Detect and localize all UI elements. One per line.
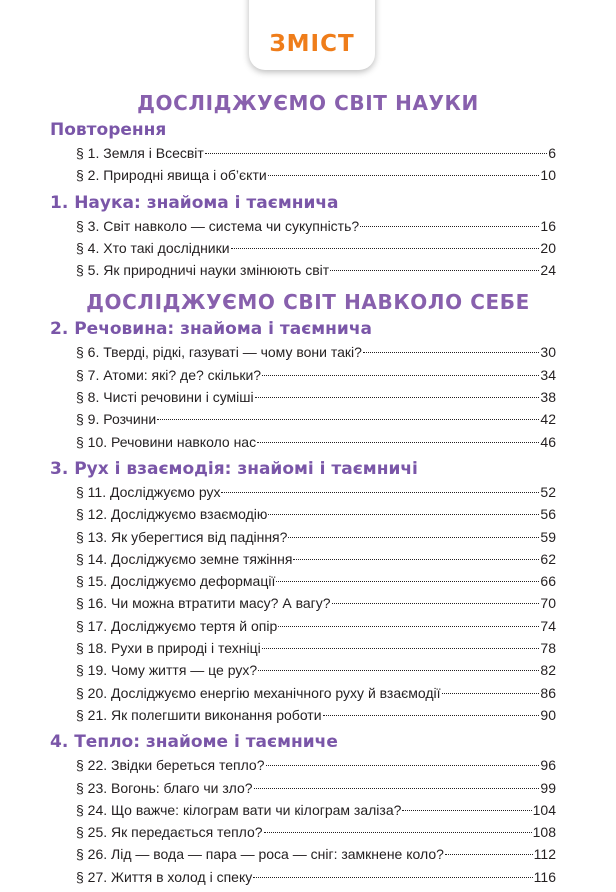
dot-leader — [257, 442, 539, 443]
entry-page: 116 — [533, 868, 556, 885]
entry-page: 96 — [540, 757, 556, 774]
entry-text: § 12. Досліджуємо взаємодію — [76, 506, 268, 523]
dot-leader — [231, 248, 540, 249]
entry-page: 82 — [540, 662, 556, 679]
dot-leader — [445, 854, 533, 855]
chapter-title: 4. Тепло: знайоме і таємниче — [50, 732, 338, 753]
entry-text: § 19. Чому життя — це рух? — [76, 662, 258, 679]
toc-entry[interactable] — [76, 592, 556, 614]
part-title: ДОСЛІДЖУЄМО СВІТ НАУКИ — [137, 91, 479, 115]
dot-leader — [221, 492, 539, 493]
entry-text: § 26. Лід — вода — пара — роса — сніг: замкнене коло? — [76, 846, 444, 863]
entry-page: 56 — [540, 506, 556, 523]
entry-page: 52 — [540, 483, 556, 500]
entry-text: § 1. Земля і Всесвіт — [76, 145, 204, 161]
dot-leader — [266, 765, 540, 766]
dot-leader — [330, 270, 539, 271]
entry-text: § 17. Досліджуємо тертя й опір — [76, 617, 278, 634]
toc-entry[interactable] — [76, 754, 556, 776]
dot-leader — [268, 514, 539, 515]
dot-leader — [360, 226, 539, 227]
contents-tab — [249, 0, 375, 70]
toc-entry[interactable] — [76, 386, 556, 408]
entry-text: § 25. Як передається тепло? — [76, 824, 263, 841]
entry-text: § 15. Досліджуємо деформації — [76, 573, 276, 590]
dot-leader — [276, 581, 539, 582]
dot-leader — [442, 693, 540, 694]
dot-leader — [262, 375, 539, 376]
entry-text: § 24. Що важче: кілограм вати чи кілограм заліза? — [76, 801, 402, 818]
entry-page: 66 — [540, 573, 556, 590]
entry-page: 34 — [540, 366, 556, 383]
dot-leader — [293, 559, 539, 560]
toc-entry[interactable] — [76, 142, 556, 164]
entry-text: § 22. Звідки береться тепло? — [76, 757, 265, 774]
toc-entry[interactable] — [76, 843, 556, 865]
entry-page: 59 — [540, 528, 556, 545]
dot-leader — [262, 648, 540, 649]
toc-entry[interactable] — [76, 615, 556, 637]
toc-entry[interactable] — [76, 682, 556, 704]
dot-leader — [253, 877, 532, 878]
chapter-title: 2. Речовина: знайома і таємнича — [50, 319, 372, 340]
dot-leader — [363, 352, 540, 353]
entry-text: § 18. Рухи в природі і техніці — [76, 640, 261, 657]
entry-page: 86 — [540, 684, 556, 701]
chapter-title: 3. Рух і взаємодія: знайомі і таємничі — [50, 458, 418, 479]
toc-entry[interactable] — [76, 503, 556, 525]
dot-leader — [288, 537, 539, 538]
table-of-contents — [0, 88, 616, 888]
toc-entry[interactable] — [76, 408, 556, 430]
entry-text: § 11. Досліджуємо рух — [76, 483, 221, 500]
toc-entry[interactable] — [76, 259, 556, 281]
dot-leader — [254, 788, 540, 789]
dot-leader — [278, 626, 539, 627]
entry-page: 24 — [540, 262, 556, 279]
entry-page: 90 — [540, 706, 556, 723]
entry-page: 78 — [540, 640, 556, 657]
toc-entry[interactable] — [76, 481, 556, 503]
entry-page: 104 — [532, 801, 556, 818]
entry-text: § 27. Життя в холод і спеку — [76, 868, 253, 885]
toc-entry[interactable] — [76, 526, 556, 548]
toc-entry[interactable] — [76, 431, 556, 453]
entry-text: § 9. Розчини — [76, 411, 157, 428]
entry-page: 70 — [540, 595, 556, 612]
toc-entry[interactable] — [76, 215, 556, 237]
dot-leader — [268, 175, 540, 176]
dot-leader — [323, 715, 540, 716]
dot-leader — [332, 603, 540, 604]
toc-entry[interactable] — [76, 237, 556, 259]
entry-text: § 8. Чисті речовини і суміші — [76, 389, 254, 406]
entry-text: § 2. Природні явища і об’єкти — [76, 167, 267, 184]
entry-text: § 7. Атоми: які? де? скільки? — [76, 366, 262, 383]
toc-entry[interactable] — [76, 799, 556, 821]
contents-title: ЗМІСТ — [269, 31, 355, 57]
entry-text: § 5. Як природничі науки змінюють світ — [76, 262, 330, 279]
part-title: ДОСЛІДЖУЄМО СВІТ НАВКОЛО СЕБЕ — [86, 290, 530, 315]
dot-leader — [255, 397, 540, 398]
toc-entry[interactable] — [76, 341, 556, 363]
dot-leader — [258, 670, 539, 671]
chapter-title: 1. Наука: знайома і таємнича — [50, 192, 339, 213]
entry-page: 108 — [532, 824, 556, 841]
toc-entry[interactable] — [76, 364, 556, 386]
entry-page: 62 — [540, 550, 556, 567]
entry-text: § 20. Досліджуємо енергію механічного руху й взаємодії — [76, 684, 441, 701]
entry-text: § 10. Речовини навколо нас — [76, 433, 257, 450]
entry-text: § 4. Хто такі дослідники — [76, 239, 230, 256]
entry-text: § 3. Світ навколо — система чи сукупність? — [76, 217, 360, 234]
entry-page: 10 — [540, 167, 556, 184]
dot-leader — [402, 810, 531, 811]
entry-text: § 6. Тверді, рідкі, газуваті — чому вони такі? — [76, 344, 362, 361]
entry-page: 16 — [540, 217, 556, 234]
entry-text: § 16. Чи можна втратити масу? А вагу? — [76, 595, 331, 612]
toc-entry[interactable] — [76, 777, 556, 799]
entry-page: 6 — [548, 145, 556, 161]
dot-leader — [157, 419, 539, 420]
toc-entry[interactable] — [76, 637, 556, 659]
toc-entry[interactable] — [76, 164, 556, 186]
toc-entry[interactable] — [76, 866, 556, 888]
toc-entry[interactable] — [76, 659, 556, 681]
entry-page: 30 — [540, 344, 556, 361]
entry-page: 99 — [540, 779, 556, 796]
entry-page: 46 — [540, 433, 556, 450]
toc-entry[interactable] — [76, 704, 556, 726]
chapter-title: Повторення — [50, 120, 167, 140]
entry-text: § 23. Вогонь: благо чи зло? — [76, 779, 253, 796]
entry-text: § 14. Досліджуємо земне тяжіння — [76, 550, 293, 567]
entry-page: 42 — [540, 411, 556, 428]
entry-page: 112 — [533, 846, 556, 863]
entry-page: 74 — [540, 617, 556, 634]
toc-entry[interactable] — [76, 821, 556, 843]
toc-entry[interactable] — [76, 570, 556, 592]
entry-text: § 13. Як уберегтися від падіння? — [76, 528, 288, 545]
toc-entry[interactable] — [76, 548, 556, 570]
entry-text: § 21. Як полегшити виконання роботи — [76, 706, 322, 723]
entry-page: 38 — [540, 389, 556, 406]
entry-page: 20 — [540, 239, 556, 256]
dot-leader — [205, 153, 547, 154]
dot-leader — [264, 832, 532, 833]
